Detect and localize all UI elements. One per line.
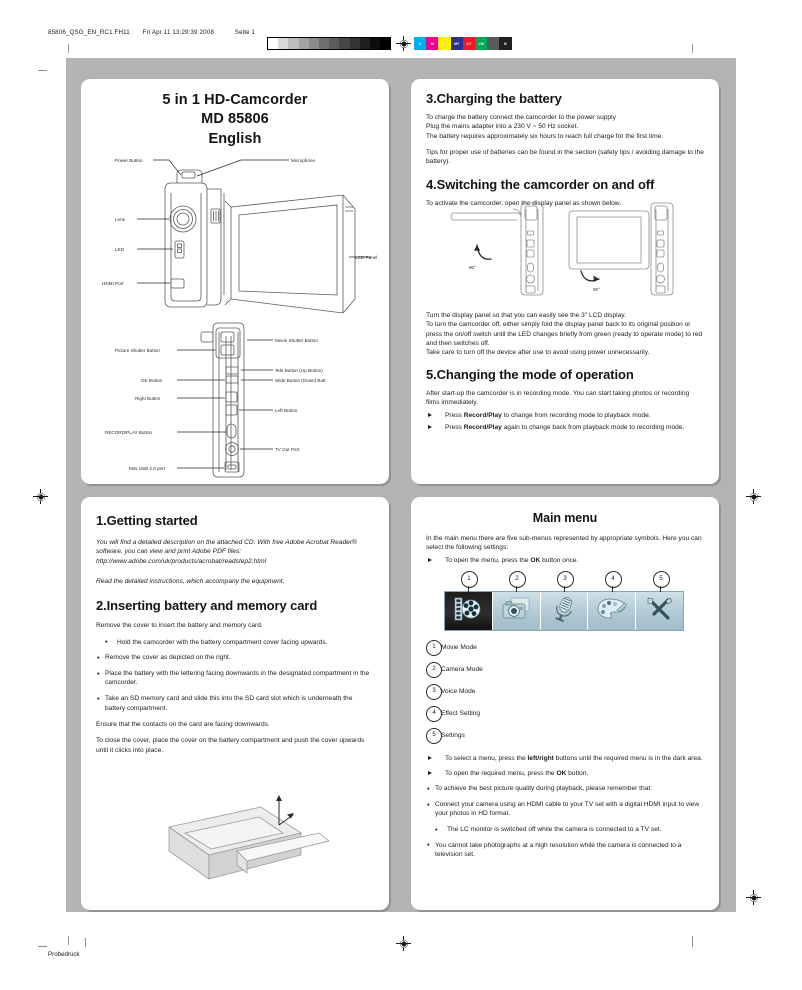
menu-cell-palette[interactable]: [588, 592, 636, 630]
icon-callout-5: 5: [653, 571, 670, 588]
icon-callout-2: 2: [509, 571, 526, 588]
section5-bullet-list: [426, 411, 704, 433]
camcorder-side-diagram: [93, 322, 389, 482]
panel-getting-started: [81, 497, 389, 910]
s2-closing2: To close the cover, place the cover on the battery compartment and push the cover upwards until it clicks into place.: [96, 737, 365, 754]
product-title-line1: 5 in 1 HD-Camcorder: [162, 92, 308, 108]
print-header: [48, 29, 266, 36]
mode-label: Voice Mode: [441, 688, 476, 696]
heading-section-2: 2.Inserting battery and memory card: [96, 598, 318, 614]
heading-section-5: 5.Changing the mode of operation: [426, 366, 634, 382]
palette-icon: [597, 597, 627, 626]
list-item: [426, 684, 704, 706]
heading-section-1: 1.Getting started: [96, 513, 198, 528]
rotation-label-left: 90°: [469, 265, 476, 270]
grey-patch: [329, 38, 339, 49]
s1-p1-line1: You will find a detailed description on the attached CD. With free Adobe Acrobat Reader®: [96, 539, 357, 546]
list-item: [426, 423, 704, 433]
label-tele-button: Tele Button (Up Button): [275, 368, 323, 373]
crop-tick-top-right: [692, 44, 693, 53]
print-header-filename: 85806_QSG_EN_RC1.FH11: [48, 29, 130, 36]
film-reel-icon: [454, 596, 482, 627]
mode-number-badge: 1: [426, 640, 442, 656]
s1-p1-line3: http://www.adobe.com/uk/products/acrobat/readstep2.html: [96, 557, 267, 565]
camera-icon: [501, 596, 531, 627]
list-item: [426, 769, 704, 779]
bullet-pre: To open the menu, press the: [445, 556, 531, 564]
s1-p2: Read the detailed instructions, which accompany the equipment.: [96, 578, 285, 586]
rotation-label-right: 90°: [593, 287, 600, 292]
bullet-pre: To open the required menu, press the: [445, 769, 557, 777]
crop-tick-bottom-left: [68, 936, 69, 945]
grey-patch: [278, 38, 288, 49]
color-patch: [487, 37, 499, 50]
list-item: • Connect your camera using an HDMI cable to your TV set with a digital HDMI input to view your photos in HD format.: [426, 800, 704, 819]
panel-charging-and-operation: [411, 79, 719, 484]
edge-dash-top-left: [38, 70, 47, 71]
grey-patch: [319, 38, 329, 49]
list-item: [426, 706, 704, 728]
camcorder-front-diagram: [93, 149, 389, 324]
list-item: • Hold the camcorder with the battery compartment cover facing upwards.: [96, 638, 374, 648]
bullet-post: again to change back from playback mode to recording mode.: [501, 423, 685, 431]
grey-patch: [309, 38, 319, 49]
battery-cover-diagram: [141, 789, 331, 904]
list-item: [426, 662, 704, 684]
heading-section-3: 3.Charging the battery: [426, 91, 562, 106]
print-header-timestamp: Fri Apr 11 13:29:39 2008: [142, 29, 214, 36]
label-hdmi-port: HDMI Port: [102, 281, 124, 286]
tools-icon: [646, 596, 674, 627]
label-movie-shutter-button: Movie Shutter Button: [275, 338, 318, 343]
color-patch: MY: [451, 37, 463, 50]
s2-intro: Remove the cover to insert the battery and memory card.: [96, 622, 263, 630]
crop-tick-top-left: [68, 44, 69, 53]
list-item: • Remove the cover as depicted on the right.: [96, 653, 374, 663]
menu-cell-tools[interactable]: [636, 592, 683, 630]
label-led: LED: [115, 247, 124, 252]
bullet-pre: To select a menu, press the: [445, 755, 528, 763]
list-item: • The LC monitor is switched off while the camera is connected to a TV set.: [426, 825, 704, 835]
color-patch: C: [414, 37, 426, 50]
grey-patch: [360, 38, 370, 49]
s4-intro: To activate the camcorder, open the display panel as shown below.: [426, 199, 622, 207]
menu-cell-film-reel[interactable]: [445, 592, 493, 630]
menu-cell-microphone[interactable]: [541, 592, 589, 630]
label-power-button: Power Button: [115, 158, 143, 163]
section2-bullet-list: [96, 638, 374, 713]
list-item: • Take an SD memory card and slide this into the SD card slot which is underneath the battery compartment.: [96, 694, 374, 713]
print-header-page-label: Seite 1: [234, 29, 256, 36]
registration-mark-right: [746, 489, 761, 504]
bullet-strong: Record/Play: [463, 411, 502, 419]
grey-patch: [380, 38, 390, 49]
label-mini-usb-port: Mini USB 2.0 port: [129, 466, 165, 471]
bullet-strong: Record/Play: [463, 423, 502, 431]
bullet-post: button.: [566, 769, 589, 777]
s3-p1-line1: To charge the battery connect the camcorder to the power supply: [426, 114, 616, 121]
list-item: [426, 728, 704, 750]
menu-intro: In the main menu there are five sub-menus represented by appropriate symbols. Here you can select the following settings:: [426, 535, 702, 552]
edge-dash-bottom-left: [38, 946, 47, 947]
label-left-button: Left Button: [275, 408, 298, 413]
icon-callout-3: 3: [557, 571, 574, 588]
menu-mode-list: [426, 640, 704, 750]
heading-main-menu: Main menu: [532, 511, 598, 525]
icon-callouts: [444, 571, 684, 591]
menu-cell-camera[interactable]: [493, 592, 541, 630]
mode-number-badge: 3: [426, 684, 442, 700]
bullet-post: to change from recording mode to playback mode.: [501, 411, 651, 419]
label-picture-shutter-button: Picture Shutter Button: [115, 348, 160, 353]
list-item: • To achieve the best picture quality during playback, please remember that:: [426, 784, 704, 794]
icon-callout-4: 4: [605, 571, 622, 588]
grey-patch: [268, 38, 278, 49]
s2-closing1: Ensure that the contacts on the card are facing downwards.: [96, 721, 270, 729]
product-title-line2: MD 85806: [201, 111, 269, 128]
bullet-strong: OK: [556, 769, 567, 777]
list-item: • Place the battery with the lettering facing downwards in the designated compartment in the camcorder.: [96, 669, 374, 688]
mode-label: Movie Mode: [441, 644, 477, 652]
label-tv-out-port: TV Out Port: [275, 447, 300, 452]
s3-p1-line2: Plug the mains adapter into a 230 V ~ 50 Hz socket.: [426, 123, 579, 131]
edge-dash-bottom-vert: [85, 938, 86, 947]
bullet-pre: Press: [445, 423, 464, 431]
color-patch: CM: [475, 37, 487, 50]
label-record-play-button: RECORD/PLAY Button: [105, 430, 153, 435]
greyscale-calibration-strip: [267, 37, 391, 50]
grey-patch: [339, 38, 349, 49]
product-title-line3: English: [208, 130, 262, 147]
bullet-pre: Press: [445, 411, 464, 419]
menu-arrow-bullets: [426, 754, 704, 778]
mode-label: Effect Setting: [441, 710, 481, 718]
mode-number-badge: 4: [426, 706, 442, 722]
list-item: [426, 411, 704, 421]
s5-intro: After start-up the camcorder is in recording mode. You can start taking photos or recording films immediately.: [426, 389, 690, 407]
label-right-button: Right Button: [135, 396, 161, 401]
edge-dash-bottom-vert-right: [692, 938, 693, 947]
color-patch: Y: [438, 37, 450, 50]
label-ok-button: OK Button: [141, 378, 163, 383]
list-item: [426, 754, 704, 764]
mode-number-badge: 2: [426, 662, 442, 678]
bullet-strong: left/right: [527, 755, 554, 763]
registration-mark-left: [33, 489, 48, 504]
microphone-icon: [551, 595, 577, 628]
panel-product-overview: [81, 79, 389, 484]
footer-proof-label: Probedruck: [48, 951, 80, 958]
label-microphone: Microphone: [291, 158, 316, 163]
bullet-post: button once.: [540, 556, 579, 564]
list-item: • You cannot take photographs at a high resolution while the camera is connected to a television set.: [426, 841, 704, 860]
label-lens: Lens: [115, 217, 125, 222]
s3-p2: Tips for proper use of batteries can be found in the section (safety tips / avoiding damage to the battery).: [426, 149, 704, 166]
s4-p1-line2: To turn the camcorder off, either simply fold the display panel back to its original position or press the on/off switch until the LED changes briefly from green (ready to operate mode) to red and then switches off.: [426, 321, 703, 348]
product-title: [96, 91, 374, 149]
s1-p1-line2: software, you can view and print Adobe PDF files:: [96, 548, 242, 556]
panel-main-menu: [411, 497, 719, 910]
s3-p1-line3: The battery requires approximately six hours to reach full charge for the first time.: [426, 132, 664, 140]
main-menu-icon-strip[interactable]: [444, 591, 684, 631]
mode-label: Camera Mode: [441, 666, 483, 674]
main-menu-icon-strip-wrapper: [444, 571, 684, 631]
color-patch: CY: [463, 37, 475, 50]
grey-patch: [370, 38, 380, 49]
registration-mark-top: [396, 36, 411, 51]
menu-open-bullet-list: [426, 556, 704, 566]
registration-mark-right-lower: [746, 890, 761, 905]
list-item: [426, 556, 704, 566]
list-item: [426, 640, 704, 662]
camcorder-open-panel-diagram: [433, 193, 703, 305]
icon-callout-1: 1: [461, 571, 478, 588]
s4-p1-line1: Turn the display panel so that you can easily see the 3" LCD display.: [426, 312, 626, 319]
bullet-strong: OK: [530, 556, 541, 564]
color-patch: B: [499, 37, 511, 50]
heading-section-4: 4.Switching the camcorder on and off: [426, 176, 655, 192]
mode-number-badge: 5: [426, 728, 442, 744]
label-wide-button: Wide Button (Down) Butt: [275, 378, 326, 383]
grey-patch: [299, 38, 309, 49]
s4-p1-line3: Take care to turn off the device after use to avoid using power unnecessarily.: [426, 349, 650, 357]
grey-patch: [288, 38, 298, 49]
color-calibration-strip: [414, 37, 512, 50]
menu-dot-bullets: [426, 784, 704, 859]
registration-mark-bottom: [396, 936, 411, 951]
label-lcd-panel: LCD Panel: [355, 255, 378, 260]
bullet-post: buttons until the required menu is in the dark area.: [553, 755, 703, 763]
grey-patch: [350, 38, 360, 49]
color-patch: M: [426, 37, 438, 50]
mode-label: Settings: [441, 732, 465, 740]
